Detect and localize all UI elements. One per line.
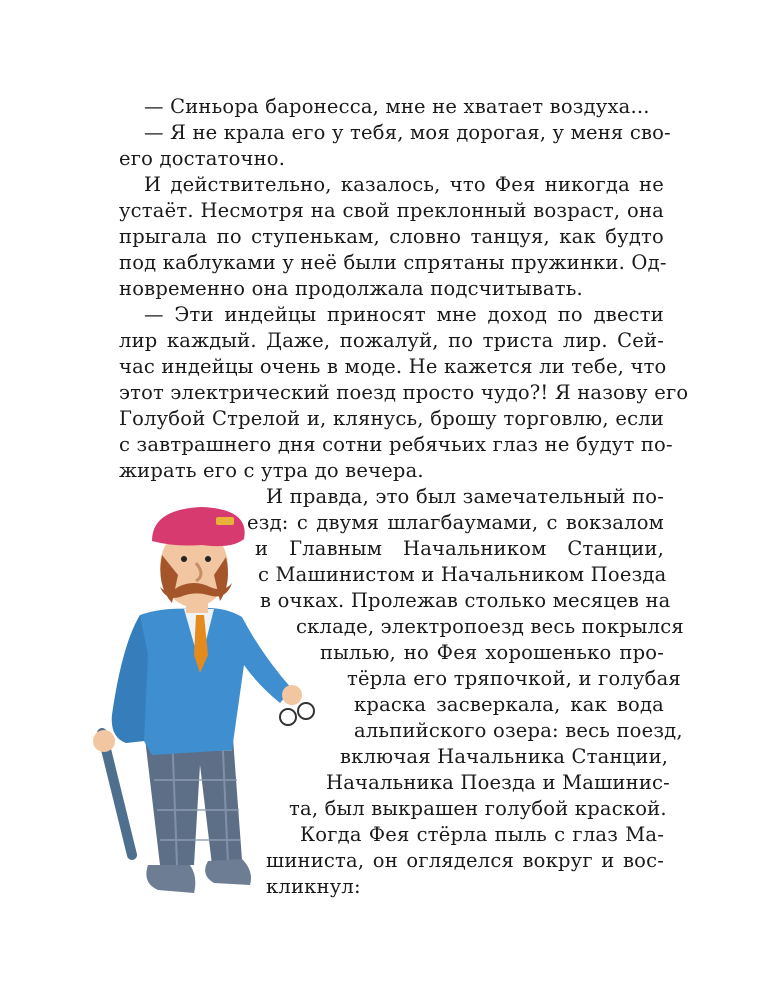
wrap-line-16: кликнул:	[266, 875, 361, 898]
wrap-line-4: с Машинистом и Начальником Поезда	[258, 563, 667, 586]
text-line-4: И действительно, казалось, что Фея никогда не	[144, 173, 664, 196]
wrap-line-10: альпийского озера: весь поезд,	[354, 719, 683, 742]
text-line-6: прыгала по ступенькам, словно танцуя, как будто	[119, 225, 664, 248]
text-line-12: этот электрический поезд просто чудо?! Я назову его	[119, 381, 689, 404]
wrap-line-14: Когда Фея стёрла пыль с глаз Ма-	[300, 823, 664, 846]
wrap-line-6: складе, электропоезд весь покрылся	[296, 615, 684, 638]
text-line-8: новременно она продолжала подсчитывать.	[119, 277, 583, 300]
text-line-14: с завтрашнего дня сотни ребячьих глаз не будут по-	[119, 433, 673, 456]
wrap-line-9: краска засверкала, как вода	[354, 693, 664, 716]
wrap-line-5: в очках. Пролежав столько месяцев на	[260, 589, 671, 612]
text-line-7: под каблуками у неё были спрятаны пружинки. Од-	[119, 251, 667, 274]
wrap-line-8: тёрла его тряпочкой, и голубая	[347, 667, 681, 690]
wrap-line-15: шиниста, он огляделся вокруг и вос-	[266, 849, 664, 872]
text-line-5: устаёт. Несмотря на свой преклонный возраст, она	[119, 199, 664, 222]
text-line-2: — Я не крала его у тебя, моя дорогая, у меня сво-	[144, 121, 671, 144]
text-line-3: его достаточно.	[119, 147, 286, 170]
wrap-line-1: И правда, это был замечательный по-	[266, 485, 664, 508]
text-line-9: — Эти индейцы приносят мне доход по двести	[144, 303, 664, 326]
text-line-10: лир каждый. Даже, пожалуй, по триста лир. Сей-	[119, 329, 664, 352]
text-line-11: час индейцы очень в моде. Не кажется ли тебе, что	[119, 355, 667, 378]
wrap-line-12: Начальника Поезда и Машинис-	[326, 771, 670, 794]
wrap-line-13: та, был выкрашен голубой краской.	[289, 797, 667, 820]
wrap-line-2: езд: с двумя шлагбаумами, с вокзалом	[247, 511, 664, 534]
text-line-1: — Синьора баронесса, мне не хватает воздуха...	[144, 95, 650, 118]
wrap-line-3: и Главным Начальником Станции,	[255, 537, 664, 560]
wrap-line-11: включая Начальника Станции,	[340, 745, 669, 768]
station-master-illustration	[82, 505, 342, 915]
wrap-line-7: пылью, но Фея хорошенько про-	[320, 641, 664, 664]
text-line-13: Голубой Стрелой и, клянусь, брошу торговлю, если	[119, 407, 664, 430]
text-line-15: жирать его с утра до вечера.	[119, 459, 424, 482]
